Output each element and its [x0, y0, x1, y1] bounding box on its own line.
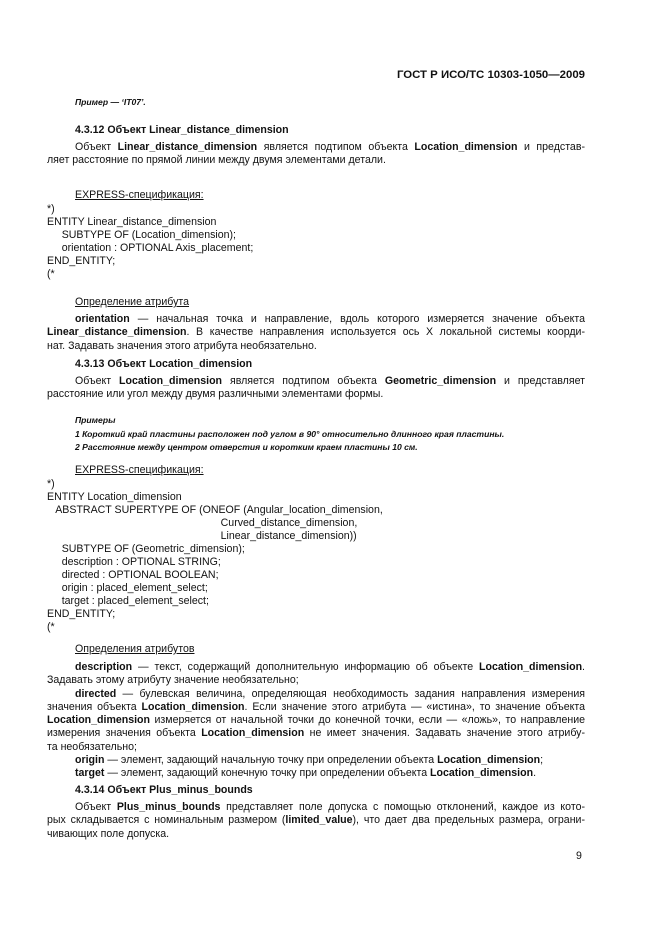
paragraph-4-3-13-intro: Объект Location_dimension является подтипом объекта Geometric_dimension и представляет расстояние или угол между двумя различными элементами формы.	[47, 375, 585, 401]
code-line: description : OPTIONAL STRING;	[47, 556, 221, 568]
code-line: SUBTYPE OF (Location_dimension);	[47, 229, 236, 241]
section-heading-4-3-12: 4.3.12 Объект Linear_distance_dimension	[75, 124, 289, 136]
code-line: SUBTYPE OF (Geometric_dimension);	[47, 543, 245, 555]
example-item: 1 Короткий край пластины расположен под углом в 90° относительно длинного края пластины.	[75, 429, 505, 439]
paragraph-4-3-14-intro: Объект Plus_minus_bounds представляет поле допуска с помощью отклонений, каждое из кото- рых складывается с номинальным размером (limited_value), что дает два предельных размера, ограни- чивающих поле допуска.	[47, 801, 585, 840]
code-line: ENTITY Linear_distance_dimension	[47, 216, 217, 228]
code-line: (*	[47, 621, 55, 633]
section-heading-4-3-14: 4.3.14 Объект Plus_minus_bounds	[75, 784, 253, 796]
attribute-definition-label: Определение атрибута	[75, 296, 190, 308]
code-line: END_ENTITY;	[47, 608, 116, 620]
code-line: Curved_distance_dimension,	[47, 517, 358, 529]
paragraph-4-3-12-intro: Объект Linear_distance_dimension является подтипом объекта Location_dimension и представ- ляет расстояние по прямой линии между двумя элементами детали.	[47, 141, 585, 167]
example-item: 2 Расстояние между центром отверстия и коротким краем пластины 10 см.	[75, 442, 418, 452]
code-line: *)	[47, 203, 55, 215]
code-line: target : placed_element_select;	[47, 595, 209, 607]
express-label: EXPRESS-спецификация:	[75, 189, 204, 201]
attribute-definitions-label: Определения атрибутов	[75, 643, 195, 655]
code-line: ABSTRACT SUPERTYPE OF (ONEOF (Angular_location_dimension,	[47, 504, 383, 516]
examples-title: Примеры	[75, 415, 116, 425]
code-line: orientation : OPTIONAL Axis_placement;	[47, 242, 254, 254]
code-line: origin : placed_element_select;	[47, 582, 208, 594]
orientation-definition: orientation — начальная точка и направление, вдоль которого измеряется значение объекта Linear_distance_dimension. В качестве направления используется ось X локальной системы коорди- нат. Задавать значения этого атрибута необязательно.	[47, 313, 585, 352]
code-line: (*	[47, 268, 55, 280]
express-label: EXPRESS-спецификация:	[75, 464, 204, 476]
code-line: ENTITY Location_dimension	[47, 491, 182, 503]
attribute-definitions: description — текст, содержащий дополнительную информацию об объекте Location_dimension. Задавать этому атрибуту значение необязательно; directed — булевская величина, определяющая необходимость задания направления измерения значения объекта Location_dimension. Если значение этого атрибута — «истина», то значение объекта Location_dimension измеряется от начальной точки до конечной точки, если — «ложь», то направление измерения значения объекта Location_dimension не имеет значения. Задавать значение этого атрибу- та необязательно; origin — элемент, задающий начальную точку при определении объекта Location_dimension; target — элемент, задающий конечную точку при определении объекта Location_dimension.	[47, 661, 586, 780]
page-number: 9	[576, 850, 582, 862]
section-heading-4-3-13: 4.3.13 Объект Location_dimension	[75, 358, 253, 370]
code-line: Linear_distance_dimension))	[47, 530, 357, 542]
document-header: ГОСТ Р ИСО/ТС 10303-1050—2009	[396, 69, 585, 81]
example-note: Пример — ‘IT07’.	[75, 97, 146, 107]
code-line: directed : OPTIONAL BOOLEAN;	[47, 569, 219, 581]
code-line: END_ENTITY;	[47, 255, 116, 267]
express-code-block	[47, 478, 383, 634]
express-code-block	[47, 203, 253, 281]
code-line: *)	[47, 478, 55, 490]
